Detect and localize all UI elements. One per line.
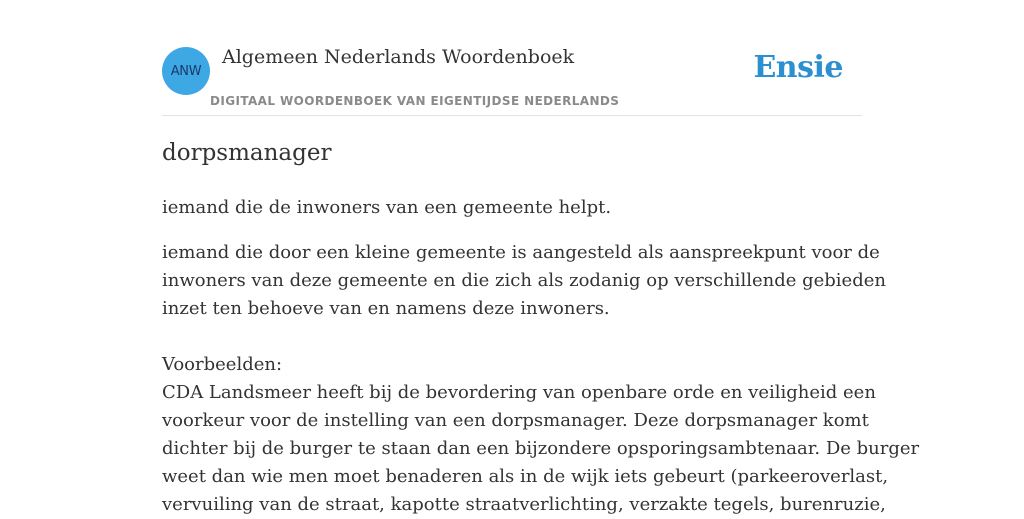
logo-text: ANW: [170, 63, 202, 79]
example-line: weet dan wie men moet benaderen als in de wijk iets gebeurt (parkeeroverlast,: [162, 466, 889, 487]
example-line: dichter bij de burger te staan dan een bijzondere opsporingsambtenaar. De burger: [162, 438, 920, 459]
short-definition: iemand die de inwoners van een gemeente helpt.: [162, 197, 612, 218]
example-line: CDA Landsmeer heeft bij de bevordering van openbare orde en veiligheid een: [162, 382, 876, 403]
definition-line: inwoners van deze gemeente en die zich als zodanig op verschillende gebieden: [162, 270, 886, 291]
entry-term: dorpsmanager: [162, 140, 332, 166]
site-title[interactable]: Algemeen Nederlands Woordenboek: [222, 46, 575, 68]
site-subtitle: DIGITAAL WOORDENBOEK VAN EIGENTIJDSE NEDERLANDS: [210, 94, 620, 108]
site-header: [162, 0, 862, 116]
examples-label: Voorbeelden:: [162, 354, 283, 375]
paragraph-gap: [162, 323, 862, 351]
definition-line: iemand die door een kleine gemeente is aangesteld als aanspreekpunt voor de: [162, 242, 880, 263]
page-container: [162, 0, 920, 515]
example-line: voorkeur voor de instelling van een dorpsmanager. Deze dorpsmanager komt: [162, 410, 869, 431]
anw-logo[interactable]: [162, 47, 210, 95]
definition-line: inzet ten behoeve van en namens deze inwoners.: [162, 298, 610, 319]
example-line: vervuiling van de straat, kapotte straatverlichting, verzakte tegels, burenruzie,: [162, 494, 886, 515]
ensie-brand-logo[interactable]: Ensie: [753, 50, 843, 85]
entry-body: [162, 239, 920, 519]
